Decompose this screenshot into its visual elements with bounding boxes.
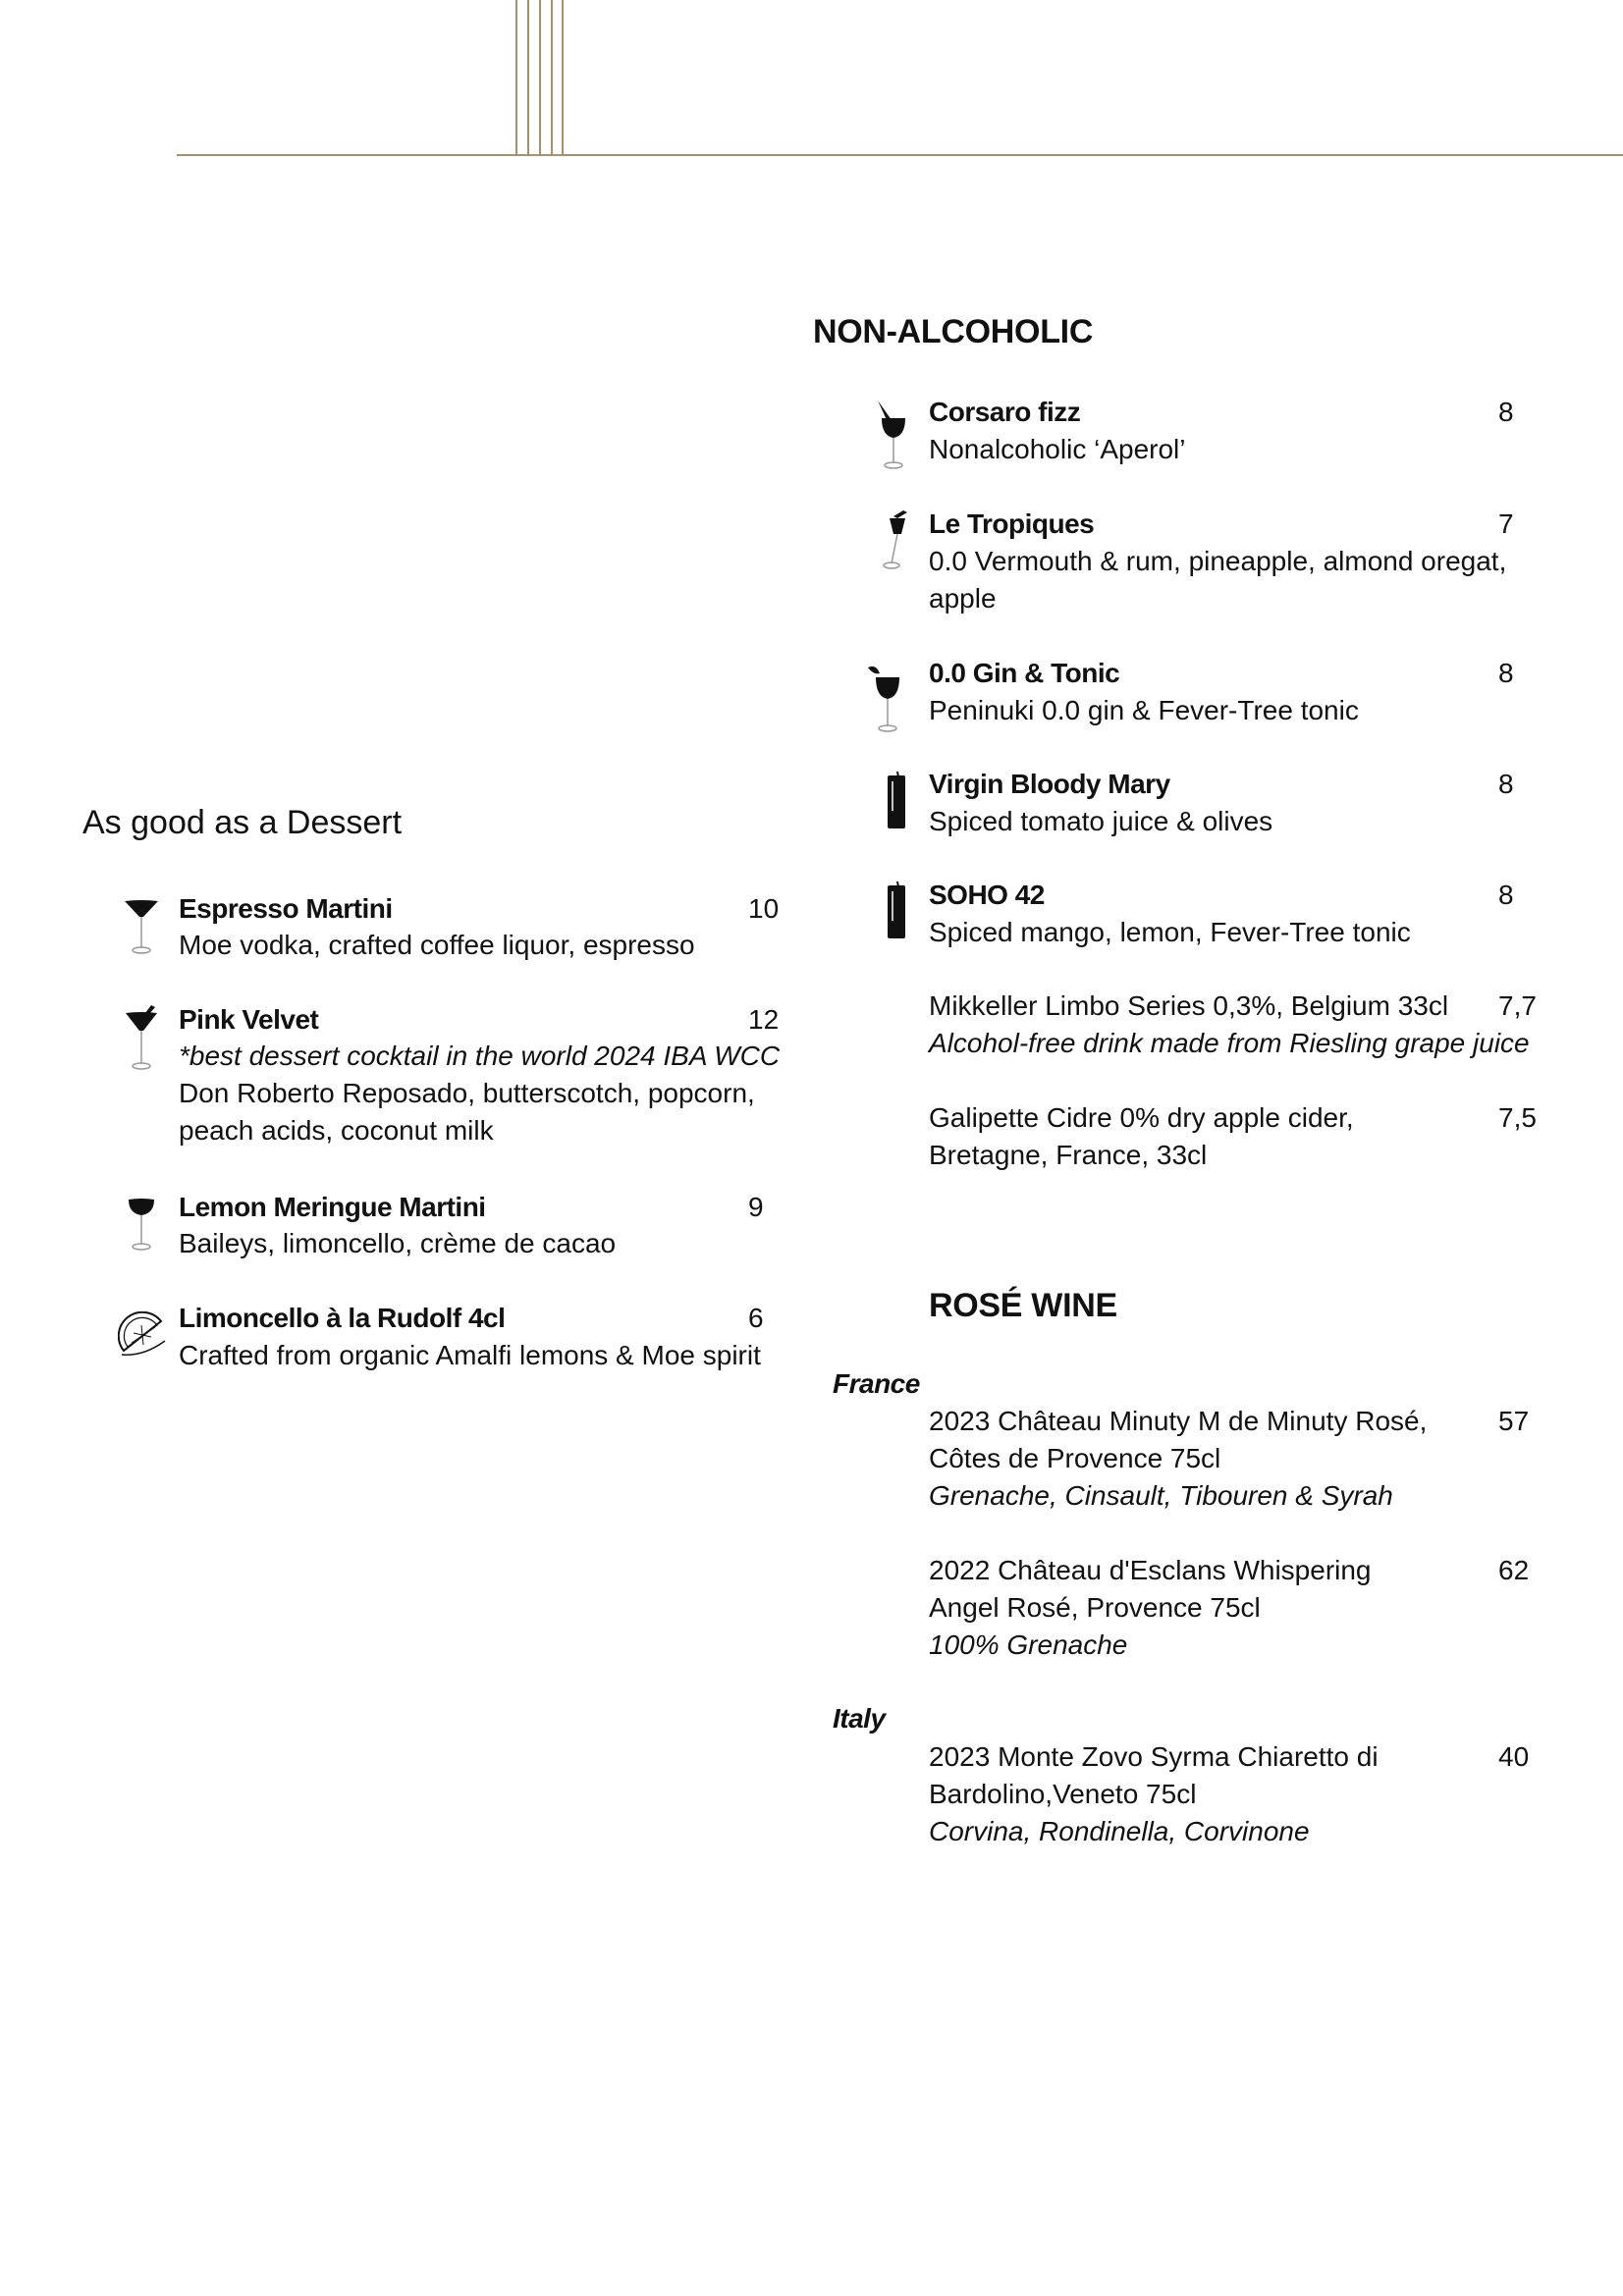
wine-name: Angel Rosé, Provence 75cl bbox=[929, 1592, 1261, 1623]
tall-cocktail-glass-icon bbox=[880, 508, 915, 571]
header-vertical-rule bbox=[551, 0, 553, 155]
item-price: 8 bbox=[1498, 397, 1514, 427]
non-alcoholic-section-title: NON-ALCOHOLIC bbox=[813, 313, 1094, 350]
coupe-glass-icon bbox=[124, 1190, 159, 1253]
item-description: 0.0 Vermouth & rum, pineapple, almond oregat, bbox=[929, 546, 1507, 576]
header-vertical-rule bbox=[562, 0, 564, 155]
item-note: *best dessert cocktail in the world 2024 IBA WCC bbox=[179, 1041, 781, 1071]
item-price: 6 bbox=[748, 1303, 764, 1333]
item-description: Crafted from organic Amalfi lemons & Moe spirit bbox=[179, 1340, 761, 1370]
item-description: peach acids, coconut milk bbox=[179, 1115, 494, 1146]
item-name: SOHO 42 bbox=[929, 880, 1045, 910]
item-description: Nonalcoholic ‘Aperol’ bbox=[929, 434, 1186, 464]
wine-grapes: Corvina, Rondinella, Corvinone bbox=[929, 1816, 1310, 1846]
item-description: Spiced mango, lemon, Fever-Tree tonic bbox=[929, 917, 1411, 947]
item-name: Mikkeller Limbo Series 0,3%, Belgium 33cl bbox=[929, 990, 1449, 1021]
wine-price: 57 bbox=[1498, 1406, 1530, 1436]
item-name: Le Tropiques bbox=[929, 508, 1095, 539]
item-price: 7,7 bbox=[1498, 990, 1537, 1021]
item-description: apple bbox=[929, 583, 997, 614]
wine-glass-garnish-icon bbox=[874, 397, 913, 471]
rose-wine-section-title: ROSÉ WINE bbox=[929, 1287, 1117, 1324]
header-horizontal-rule bbox=[177, 154, 1623, 156]
item-description: Moe vodka, crafted coffee liquor, espresso bbox=[179, 930, 695, 960]
item-description: Spiced tomato juice & olives bbox=[929, 806, 1273, 836]
item-price: 10 bbox=[748, 893, 780, 924]
wine-grapes: 100% Grenache bbox=[929, 1629, 1128, 1660]
highball-glass-icon bbox=[884, 772, 909, 832]
item-price: 8 bbox=[1498, 880, 1514, 910]
wine-price: 62 bbox=[1498, 1555, 1530, 1585]
item-price: 8 bbox=[1498, 769, 1514, 799]
item-price: 12 bbox=[748, 1004, 780, 1035]
wine-name: 2023 Château Minuty M de Minuty Rosé, bbox=[929, 1406, 1428, 1436]
cocktail-glass-garnish-icon bbox=[122, 1003, 161, 1072]
item-name: Virgin Bloody Mary bbox=[929, 769, 1170, 799]
item-note: Alcohol-free drink made from Riesling grape juice bbox=[929, 1028, 1530, 1058]
wine-name: Côtes de Provence 75cl bbox=[929, 1443, 1221, 1473]
item-name: Galipette Cidre 0% dry apple cider, bbox=[929, 1102, 1354, 1133]
header-vertical-rule bbox=[539, 0, 541, 155]
wine-grapes: Grenache, Cinsault, Tibouren & Syrah bbox=[929, 1480, 1393, 1511]
item-price: 7,5 bbox=[1498, 1102, 1537, 1133]
martini-glass-icon bbox=[122, 895, 161, 956]
item-name: 0.0 Gin & Tonic bbox=[929, 658, 1120, 688]
region-label: France bbox=[833, 1368, 920, 1399]
header-vertical-rule bbox=[527, 0, 529, 155]
item-name: Espresso Martini bbox=[179, 893, 393, 924]
item-price: 9 bbox=[748, 1192, 764, 1222]
item-name: Bretagne, France, 33cl bbox=[929, 1140, 1208, 1170]
item-name: Limoncello à la Rudolf 4cl bbox=[179, 1303, 506, 1333]
item-description: Don Roberto Reposado, butterscotch, popcorn, bbox=[179, 1078, 755, 1108]
wine-name: Bardolino,Veneto 75cl bbox=[929, 1779, 1197, 1809]
item-name: Corsaro fizz bbox=[929, 397, 1081, 427]
item-description: Baileys, limoncello, crème de cacao bbox=[179, 1228, 617, 1258]
item-description: Peninuki 0.0 gin & Fever-Tree tonic bbox=[929, 695, 1359, 725]
wine-name: 2023 Monte Zovo Syrma Chiaretto di bbox=[929, 1741, 1379, 1772]
wine-price: 40 bbox=[1498, 1741, 1530, 1772]
gin-glass-icon bbox=[864, 660, 909, 734]
region-label: Italy bbox=[833, 1703, 886, 1734]
item-name: Lemon Meringue Martini bbox=[179, 1192, 486, 1222]
dessert-section-title: As good as a Dessert bbox=[82, 804, 403, 841]
lemon-slice-icon bbox=[118, 1311, 169, 1359]
item-name: Pink Velvet bbox=[179, 1004, 319, 1035]
item-price: 8 bbox=[1498, 658, 1514, 688]
wine-name: 2022 Château d'Esclans Whispering bbox=[929, 1555, 1372, 1585]
item-price: 7 bbox=[1498, 508, 1514, 539]
highball-glass-icon bbox=[884, 881, 909, 942]
header-vertical-rule bbox=[515, 0, 517, 155]
